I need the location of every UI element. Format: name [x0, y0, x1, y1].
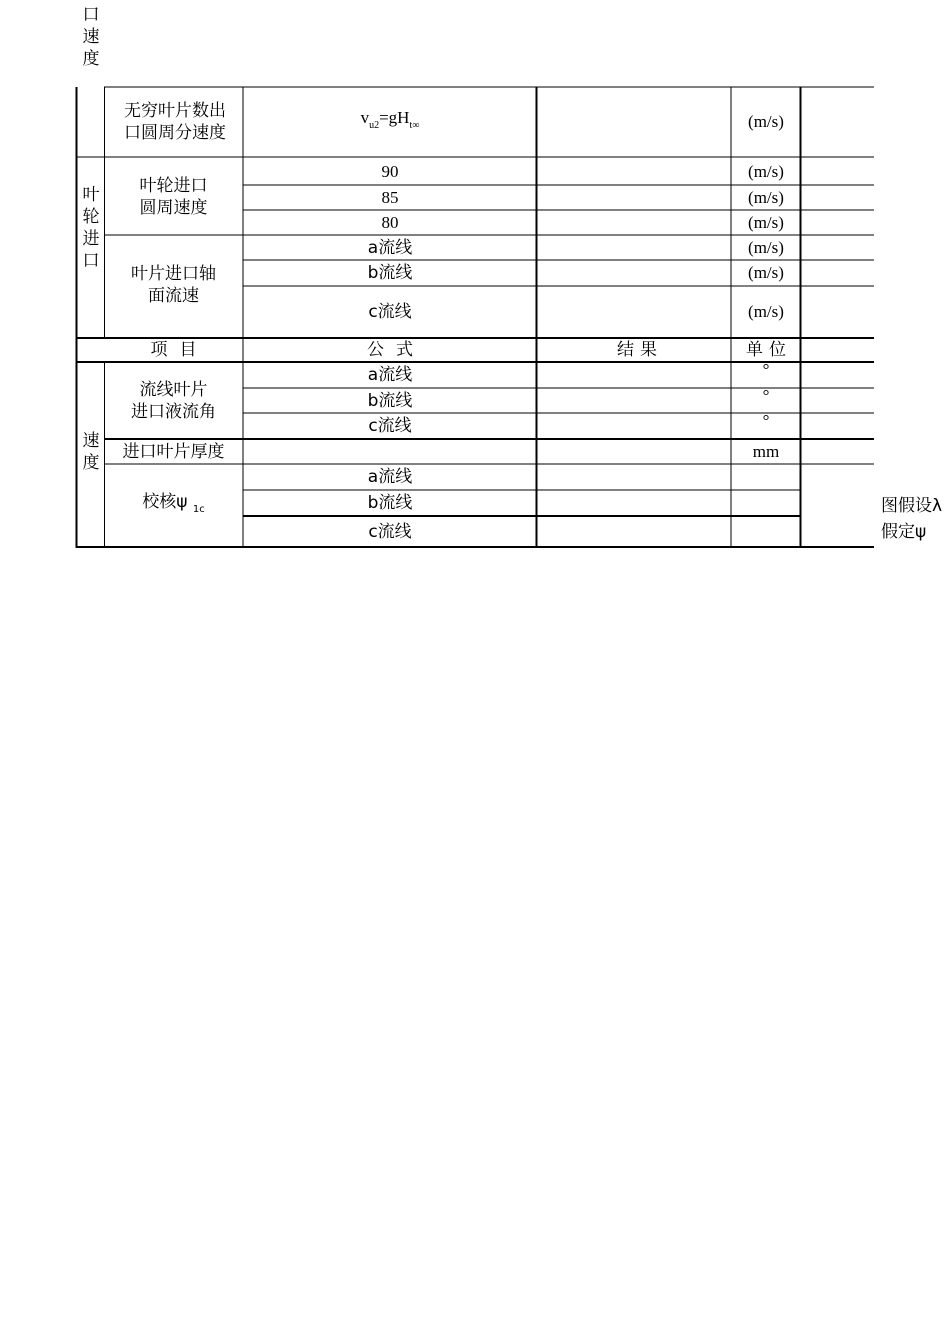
unit-cell: °: [762, 411, 770, 430]
header-item: 项目: [150, 340, 209, 360]
fragment-char: 度: [82, 49, 100, 69]
margin-note-line: 图假设λ: [881, 496, 943, 516]
formula-cell: c流线: [368, 302, 412, 322]
header-formula: 公式: [367, 340, 425, 360]
unit-cell: (m/s): [748, 302, 784, 321]
item-text: 叶轮进口: [139, 175, 208, 196]
formula-part: =gH: [379, 108, 410, 127]
header-result: 结果: [617, 340, 663, 360]
unit-cell: (m/s): [748, 161, 784, 181]
unit-cell: °: [762, 360, 770, 379]
label-char: 度: [82, 453, 100, 473]
formula-cell: 90: [381, 161, 399, 181]
item-text: 面流速: [148, 286, 199, 306]
margin-note-line: 假定ψ: [881, 522, 927, 542]
formula-cell: b流线: [367, 263, 413, 283]
section-label-speed: [80, 430, 102, 474]
label-char: 进: [82, 229, 100, 249]
fragment-char: 口: [82, 5, 100, 25]
formula-cell: a流线: [367, 365, 413, 385]
item-blade-thickness: 进口叶片厚度: [122, 441, 225, 462]
formula-cell: a流线: [367, 467, 413, 487]
formula-part: v: [360, 108, 370, 127]
item-text: 叶片进口轴: [131, 264, 216, 284]
unit-cell: (m/s): [748, 263, 784, 282]
formula-cell: c流线: [368, 521, 412, 542]
item-peripheral-speed: [104, 158, 243, 235]
item-text: 流线叶片: [139, 379, 208, 400]
formula-subscript: t∞: [409, 120, 420, 131]
formula-cell: c流线: [368, 416, 412, 436]
margin-note: [881, 493, 942, 545]
section-label-impeller-inlet: [80, 184, 102, 272]
label-char: 口: [82, 251, 100, 271]
item-text: 无穷叶片数出口圆周分速度: [124, 101, 226, 143]
formula-cell: b流线: [367, 390, 413, 411]
label-char: 轮: [82, 207, 100, 227]
unit-cell: (m/s): [748, 187, 784, 207]
unit-cell: mm: [752, 441, 780, 461]
formula-subscript: u2: [369, 120, 380, 131]
label-char: 叶: [82, 185, 100, 205]
formula-vu2: [243, 88, 537, 156]
unit-cell: °: [762, 386, 770, 405]
header-unit: 单位: [746, 340, 792, 360]
item-text: 校核ψ: [142, 491, 188, 512]
item-axial-velocity: [104, 258, 243, 312]
formula-cell: a流线: [367, 237, 413, 258]
fragment-char: 速: [82, 27, 100, 47]
item-text: 圆周速度: [139, 197, 208, 218]
unit-vu2: (m/s): [748, 112, 784, 131]
label-char: 速: [82, 431, 100, 451]
formula-cell: b流线: [367, 493, 413, 513]
item-text: 进口液流角: [131, 401, 216, 422]
item-flow-angle: [104, 362, 243, 439]
unit-cell: (m/s): [748, 237, 784, 257]
item-subscript: 1c: [192, 503, 205, 515]
unit-cell: (m/s): [748, 212, 784, 232]
formula-cell: 80: [381, 212, 399, 232]
item-check-psi: [104, 464, 243, 547]
item-vu2: [112, 88, 238, 156]
formula-cell: 85: [381, 187, 399, 207]
